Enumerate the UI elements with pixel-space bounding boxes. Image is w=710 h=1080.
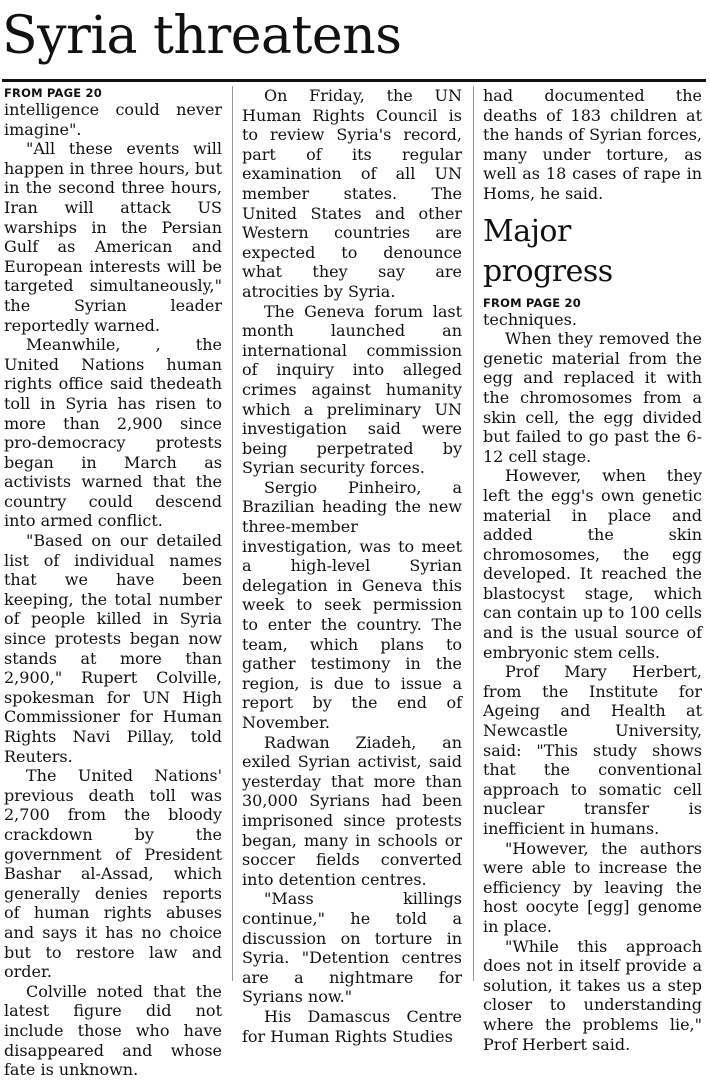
headline: Syria threatens (2, 6, 402, 66)
column-3 (483, 86, 702, 1054)
paragraph: Colville noted that the latest figure did not include those who have disappeared and whose fate is unknown. (4, 981, 222, 1080)
paragraph: techniques. (483, 309, 577, 329)
paragraph: His Damascus Centre for Human Rights Studies (242, 1006, 462, 1046)
paragraph: When they removed the genetic material from the egg and replaced it with the chromosomes from a skin cell, the egg divided but failed to go past the 6-12 cell stage. (483, 329, 702, 466)
paragraph: Radwan Ziadeh, an exiled Syrian activist, said yesterday that more than 30,000 Syrians had been imprisoned since protests began, many in schools or soccer fields converted into detention centres. (242, 732, 462, 889)
paragraph: "Based on our detailed list of individual names that we have been keeping, the total number of people killed in Syria since protests began now stands at more than 2,900," Rupert Colville, spokesman for UN High Commissioner for Human Rights Navi Pillay, told Reuters. (4, 531, 222, 766)
column-2 (242, 86, 462, 1046)
paragraph: "All these events will happen in three hours, but in the second three hours, Iran will attack US warships in the Persian Gulf as American and European interests will be targeted simultaneously," the Syrian leader reportedly warned. (4, 139, 222, 335)
column-divider (473, 86, 474, 981)
headline-rule (2, 79, 706, 82)
paragraph: However, when they left the egg's own genetic material in place and added the skin chromosomes, the egg developed. It reached the blastocyst stage, which can contain up to 100 cells and is the usual source of embryonic stem cells. (483, 466, 702, 662)
paragraph: Sergio Pinheiro, a Brazilian heading the new three-member investigation, was to meet a high-level Syrian delegation in Geneva this week to seek permission to enter the country. The team, which plans to gather testimony in the region, is due to issue a report by the end of November. (242, 477, 462, 732)
jump-line: FROM PAGE 20 (4, 86, 102, 100)
paragraph: The Geneva forum last month launched an international commission of inquiry into alleged crimes against humanity which a preliminary UN investigation said were being perpetrated by Syrian security forces. (242, 301, 462, 478)
paragraph: On Friday, the UN Human Rights Council is to review Syria's record, part of its regular examination of all UN member states. The United States and other Western countries are expected to denounce what they say are atrocities by Syria. (242, 86, 462, 301)
paragraph: Prof Mary Herbert, from the Institute for Ageing and Health at Newcastle University, said: "This study shows that the conventional approach to somatic cell nuclear transfer is inefficient in humans. (483, 662, 702, 838)
paragraph: Meanwhile, , the United Nations human rights office said thedeath toll in Syria has risen to more than 2,900 since pro-democracy protests began in March as activists warned that the country could descend into armed conflict. (4, 335, 222, 531)
column-1 (4, 86, 222, 1080)
paragraph: intelligence could never imagine". (4, 100, 222, 139)
paragraph: "Mass killings continue," he told a discussion on torture in Syria. "Detention centres are a nightmare for Syrians now." (242, 889, 462, 1007)
paragraph: The United Nations' previous death toll was 2,700 from the bloody crackdown by the government of President Bashar al-Assad, which generally denies reports of human rights abuses and says it has no choice but to restore law and order. (4, 766, 222, 982)
paragraph: "While this approach does not in itself provide a solution, it takes us a step closer to understanding where the problems lie," Prof Herbert said. (483, 936, 702, 1054)
column-divider (232, 86, 233, 981)
subheadline: Major progress (483, 213, 613, 289)
paragraph: "However, the authors were able to increase the efficiency by leaving the host oocyte [egg] genome in place. (483, 838, 702, 936)
paragraph: had documented the deaths of 183 children at the hands of Syrian forces, many under torture, as well as 18 cases of rape in Homs, he said. (483, 86, 702, 203)
jump-line: FROM PAGE 20 (483, 295, 581, 310)
